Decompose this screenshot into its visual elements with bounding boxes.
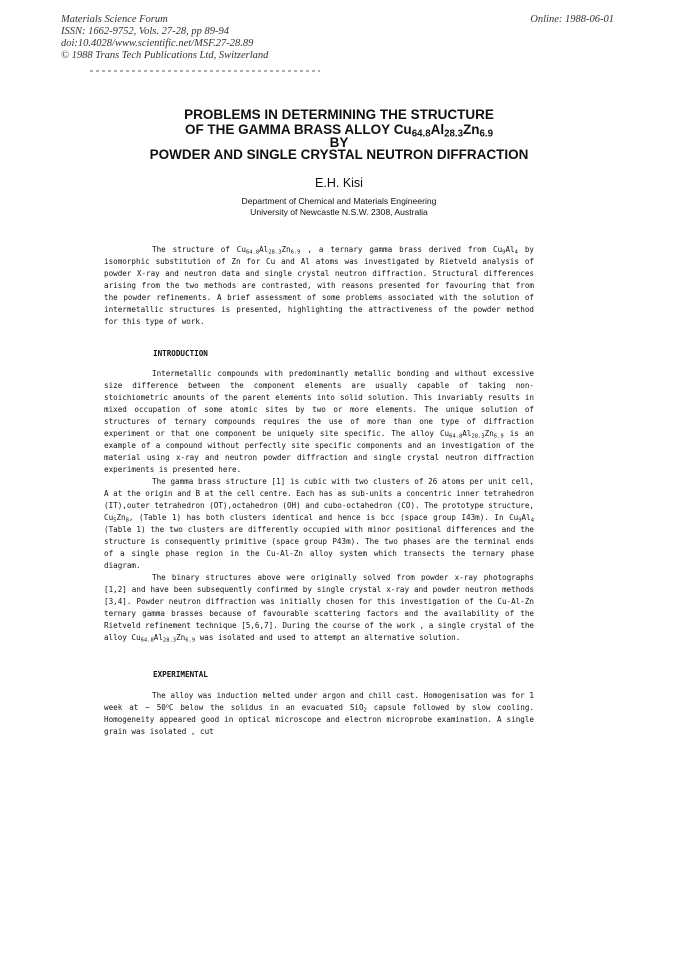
issn-line: ISSN: 1662-9752, Vols. 27-28, pp 89-94 xyxy=(61,26,229,37)
abstract-text: The structure of $Cu_{64.8}Al_{28.3}Zn_{6.9}$ , a ternary gamma brass derived from $Cu_9Al_4$ by isomorphic substitution of Zn for Cu and Al atoms was investigated by Rietveld analysis of powder X-ray and neutron data and single crystal neutron diffraction. Structural differences arising from the two methods are contrasted, with reasons presented for favouring that from the powder refinements. A brief assessment of some problems associated with the solution of intermetallic structures is presented, highlighting the attractiveness of the powder method for this type of work. xyxy=(104,245,534,326)
title-line-1: PROBLEMS IN DETERMINING THE STRUCTURE xyxy=(184,107,494,122)
affiliation-university: University of Newcastle N.S.W. 2308, Australia xyxy=(250,207,428,217)
title-line-3: BY xyxy=(329,135,349,150)
section-heading-experimental: EXPERIMENTAL xyxy=(153,670,208,679)
introduction-body xyxy=(104,368,534,644)
intro-paragraph-3: The binary structures above were originally solved from powder x-ray photographs [1,2] and have been subsequently confirmed by single crystal x-ray and powder neutron methods [3,4]. Powder neutron diffraction was initially chosen for this investigation of the Cu-Al-Zn ternary gamma brasses because of favourable scattering factors and the availability of the Rietveld refinement technique [5,6,7]. During the course of the work , a single crystal of the alloy $Cu_{64.8}Al_{28.3}Zn_{6.9}$ was isolated and used to attempt an alternative solution. xyxy=(104,573,534,644)
doi-line: doi:10.4028/www.scientific.net/MSF.27-28.89 xyxy=(61,38,254,49)
affiliation-department: Department of Chemical and Materials Engineering xyxy=(241,196,437,206)
intro-paragraph-2: The gamma brass structure [1] is cubic with two clusters of 26 atoms per unit cell, A at the origin and B at the cell centre. Each has as sub-units a concentric inner tetrahedron (IT),outer tetrahedron (OT),octahedron (OH) and cubo-octahedron (CO). The prototype structure, $Cu_5Zn_8$, (Table 1) has both clusters identical and hence is bcc (space group I43m). In $Cu_9Al_4$ (Table 1) the two clusters are differently occupied with minor positional differences and the structure is consequently primitive (space group P43m). The two phases are the terminal ends of a single phase region in the Cu-Al-Zn alloy system which transects the ternary phase diagram. xyxy=(104,477,534,570)
experimental-body xyxy=(104,690,534,738)
journal-name: Materials Science Forum xyxy=(61,14,168,25)
section-heading-introduction: INTRODUCTION xyxy=(153,349,208,358)
online-date: Online: 1988-06-01 xyxy=(530,14,614,25)
experimental-paragraph-1: The alloy was induction melted under argon and chill cast. Homogenisation was for 1 week at ~ 50$^o$C below the solidus in an evacuated SiO$_2$ capsule followed by slow cooling. Homogeneity appeared good in optical microscope and electron microprobe examination. A single grain was isolated , cut xyxy=(104,691,534,736)
author-name: E.H. Kisi xyxy=(315,176,363,190)
title-line-2: OF THE GAMMA BRASS ALLOY $Cu_{64.8}Al_{28.3}Zn_{6.9}$ xyxy=(184,122,494,140)
scan-artifact-divider xyxy=(90,70,320,72)
copyright-line: © 1988 Trans Tech Publications Ltd, Switzerland xyxy=(61,50,269,61)
abstract xyxy=(104,244,534,328)
title-line-4: POWDER AND SINGLE CRYSTAL NEUTRON DIFFRACTION xyxy=(149,147,529,162)
intro-paragraph-1: Intermetallic compounds with predominantly metallic bonding and without excessive size difference between the component elements are usually capable of taking non-stoichiometric amounts of the parent elements into solid solution. This invariably results in mixed occupation of some atomic sites by two or more elements. The unique solution of structures of ternary compounds requires the use of more than one type of diffraction experiment or that one component be uniquely site specific. The alloy $Cu_{64.8}Al_{28.3}Zn_{6.9}$ is an example of a compound without perfectly site specific components and an investigation of the material using x-ray and neutron powder diffraction and single crystal neutron diffraction experiments is presented here. xyxy=(104,369,534,474)
citation-block xyxy=(61,14,268,62)
